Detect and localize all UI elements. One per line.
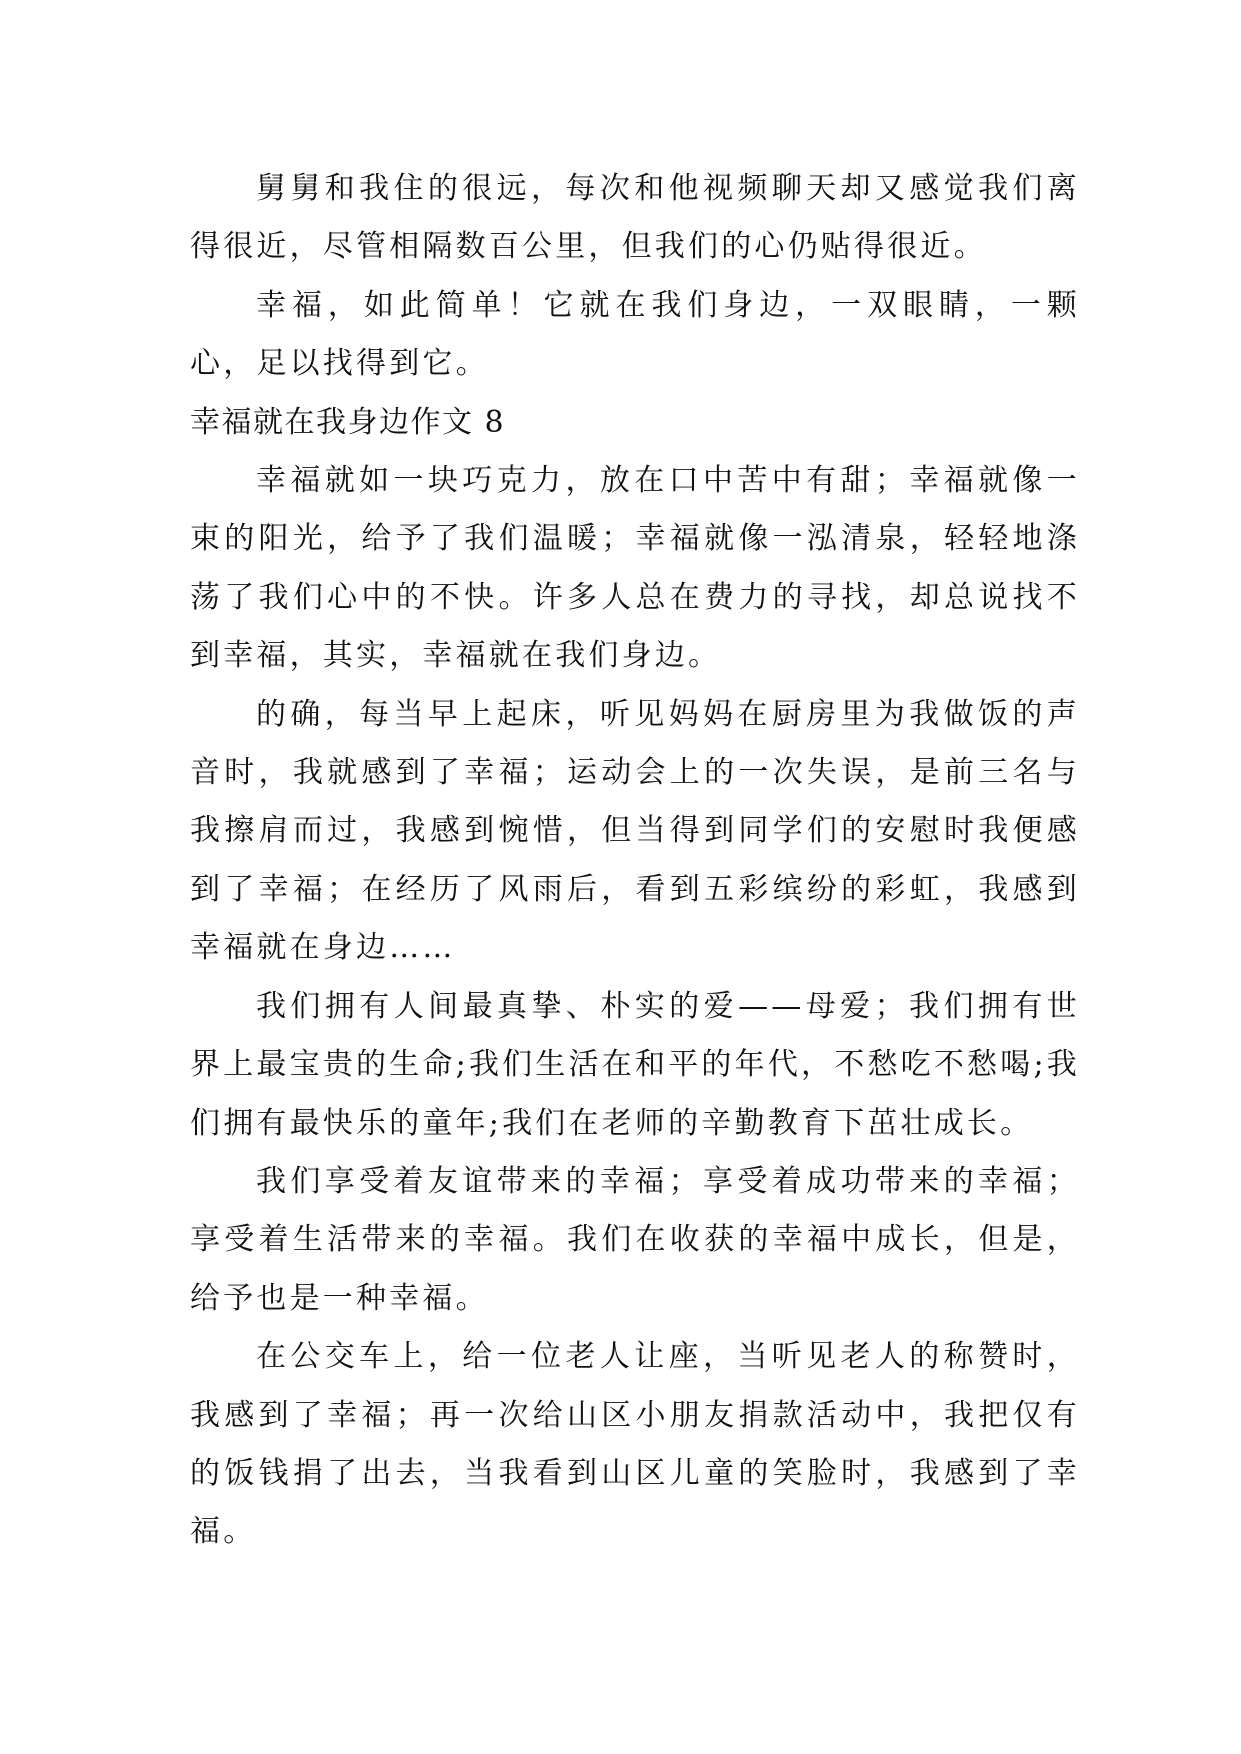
document-page: [190, 160, 1080, 1562]
paragraph-friendship: 我们享受着友谊带来的幸福；享受着成功带来的幸福；享受着生活带来的幸福。我们在收获的幸福中成长，但是，给予也是一种幸福。: [190, 1163, 1080, 1316]
paragraph-indeed: 的确，每当早上起床，听见妈妈在厨房里为我做饭的声音时，我就感到了幸福；运动会上的一次失误，是前三名与我擦肩而过，我感到惋惜，但当得到同学们的安慰时我便感到了幸福；在经历了风雨后，看到五彩缤纷的彩虹，我感到幸福就在身边……: [190, 696, 1080, 966]
essay-heading: 幸福就在我身边作文 8: [190, 404, 506, 440]
paragraph-happiness-simple: 幸福，如此简单！它就在我们身边，一双眼睛，一颗心，足以找得到它。: [190, 287, 1080, 382]
paragraph-uncle: 舅舅和我住的很远，每次和他视频聊天却又感觉我们离得很近，尽管相隔数百公里，但我们的心仍贴得很近。: [190, 171, 1080, 265]
paragraph-mother-love: 我们拥有人间最真挚、朴实的爱——母爱；我们拥有世界上最宝贵的生命;我们生活在和平的年代，不愁吃不愁喝;我们拥有最快乐的童年;我们在老师的辛勤教育下茁壮成长。: [190, 988, 1080, 1141]
paragraph-chocolate: 幸福就如一块巧克力，放在口中苦中有甜；幸福就像一束的阳光，给予了我们温暖；幸福就像一泓清泉，轻轻地涤荡了我们心中的不快。许多人总在费力的寻找，却总说找不到幸福，其实，幸福就在我们身边。: [190, 463, 1080, 674]
paragraph-bus-seat: 在公交车上，给一位老人让座，当听见老人的称赞时，我感到了幸福；再一次给山区小朋友捐款活动中，我把仅有的饭钱捐了出去，当我看到山区儿童的笑脸时，我感到了幸福。: [190, 1339, 1080, 1550]
